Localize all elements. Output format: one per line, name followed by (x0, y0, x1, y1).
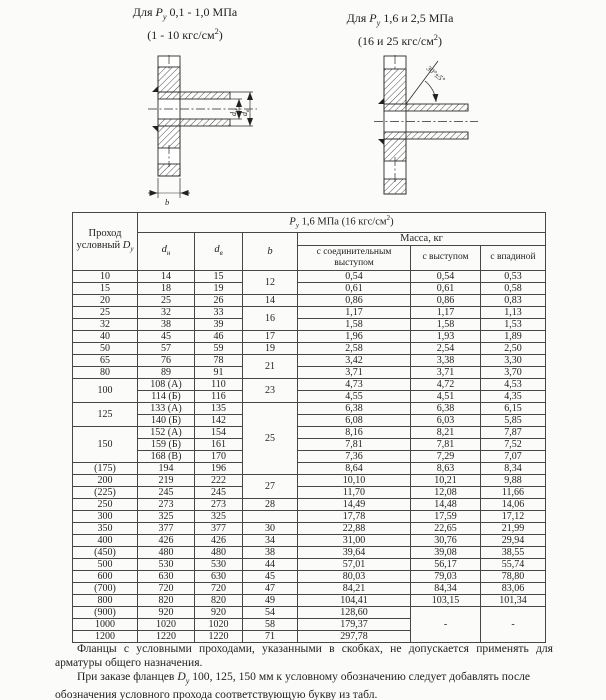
table-row (73, 390, 546, 402)
table-cell: 325 (138, 510, 195, 522)
table-cell: 32 (73, 318, 138, 330)
table-cell: 18 (138, 282, 195, 294)
table-cell: 22,88 (298, 522, 411, 534)
table-row (73, 294, 546, 306)
table-cell: 56,17 (411, 558, 481, 570)
table-cell: 168 (В) (138, 450, 195, 462)
table-cell: 3,71 (298, 366, 411, 378)
table-cell: 0,58 (481, 282, 546, 294)
table-cell: 800 (73, 594, 138, 606)
table-cell: 4,51 (411, 390, 481, 402)
figure-caption-low-pressure (90, 5, 280, 42)
table-cell: 23 (243, 378, 298, 402)
table-cell: 600 (73, 570, 138, 582)
dimension-label-d-inner: $d_в$ (240, 109, 251, 116)
table-cell: 79,03 (411, 570, 481, 582)
table-cell: 12 (243, 270, 298, 294)
table-cell: 2,58 (298, 342, 411, 354)
table-cell: (175) (73, 462, 138, 474)
table-cell: 3,71 (411, 366, 481, 378)
dimension-label-d-outer: $d_н$ (229, 109, 240, 116)
table-cell: 273 (138, 498, 195, 510)
table-cell: 28 (243, 498, 298, 510)
col-header-raised-face: с выступом (411, 245, 481, 270)
pipe-wall-bottom (158, 119, 230, 126)
flange-dimensions-table (72, 212, 546, 643)
table-row (73, 450, 546, 462)
table-cell: 9,88 (481, 474, 546, 486)
table-cell: 480 (138, 546, 195, 558)
table-cell: 46 (195, 330, 243, 342)
table-cell: 39,64 (298, 546, 411, 558)
table-cell: 6,38 (411, 402, 481, 414)
weld-seam (152, 126, 158, 132)
table-cell: 4,53 (481, 378, 546, 390)
table-cell: 101,34 (481, 594, 546, 606)
table-cell: 1,93 (411, 330, 481, 342)
table-cell: 245 (138, 486, 195, 498)
table-cell: 38 (138, 318, 195, 330)
table-cell: 4,72 (411, 378, 481, 390)
pressure-header: $P_у$ 1,6 МПа (16 кгс/$см^2$) (138, 213, 546, 233)
table-cell: 8,21 (411, 426, 481, 438)
table-cell: 1,53 (481, 318, 546, 330)
table-cell: 7,36 (298, 450, 411, 462)
table-cell: 45 (243, 570, 298, 582)
col-header-nominal-bore: Проход условный $D_у$ (73, 213, 138, 271)
table-cell: 161 (195, 438, 243, 450)
weld-seam (378, 98, 384, 104)
table-row (73, 570, 546, 582)
table-cell: 91 (195, 366, 243, 378)
col-header-d-inner: $d_в$ (195, 232, 243, 270)
table-cell: 38,55 (481, 546, 546, 558)
table-cell: 1020 (195, 618, 243, 630)
dimension-label-b: b (165, 197, 170, 207)
table-cell: (450) (73, 546, 138, 558)
table-cell: 19 (243, 342, 298, 354)
table-row (73, 342, 546, 354)
table-cell: 71 (243, 630, 298, 642)
table-cell: 57 (138, 342, 195, 354)
footnote-brackets: Фланцы с условными проходами, указанными в скобках, не допускается применять для арматуры общего назначения. (55, 642, 553, 669)
table-cell: 21,99 (481, 522, 546, 534)
weld-seam (152, 86, 158, 92)
table-cell: 0,61 (411, 282, 481, 294)
hatched-section (158, 126, 180, 148)
table-cell: 39 (195, 318, 243, 330)
table-cell: 31,00 (298, 534, 411, 546)
table-cell: 720 (195, 582, 243, 594)
table-cell: - (481, 606, 546, 642)
table-cell: 10,10 (298, 474, 411, 486)
table-cell: 7,52 (481, 438, 546, 450)
table-cell: 0,86 (298, 294, 411, 306)
table-cell: 297,78 (298, 630, 411, 642)
table-cell: 530 (195, 558, 243, 570)
table-cell: 170 (195, 450, 243, 462)
table-cell: 104,41 (298, 594, 411, 606)
table-row (73, 558, 546, 570)
table-cell: 17,12 (481, 510, 546, 522)
caption-line-1: Для $P_у$ 1,6 и 2,5 МПа (346, 11, 454, 28)
table-cell: 0,86 (411, 294, 481, 306)
table-cell (243, 510, 298, 522)
table-cell: 33 (195, 306, 243, 318)
table-row (73, 474, 546, 486)
table-cell: 15 (195, 270, 243, 282)
table-cell: 377 (138, 522, 195, 534)
table-cell: (900) (73, 606, 138, 618)
table-cell: 83,06 (481, 582, 546, 594)
pipe-wall-bottom (384, 132, 468, 139)
table-cell: 14,49 (298, 498, 411, 510)
table-cell: 6,03 (411, 414, 481, 426)
table-cell: 78,80 (481, 570, 546, 582)
table-cell: 108 (А) (138, 378, 195, 390)
table-cell: 20 (73, 294, 138, 306)
table-cell: 25 (138, 294, 195, 306)
table-row (73, 378, 546, 390)
table-row (73, 486, 546, 498)
table-cell: 11,70 (298, 486, 411, 498)
table-cell: 154 (195, 426, 243, 438)
table-cell: 1220 (138, 630, 195, 642)
table-cell: 38 (243, 546, 298, 558)
table-cell: 14,48 (411, 498, 481, 510)
table-cell: (700) (73, 582, 138, 594)
table-row (73, 438, 546, 450)
table-row (73, 330, 546, 342)
table-cell: 50 (73, 342, 138, 354)
table-cell: 39,08 (411, 546, 481, 558)
table-cell: 29,94 (481, 534, 546, 546)
table-row (73, 594, 546, 606)
table-cell: 80 (73, 366, 138, 378)
table-row (73, 522, 546, 534)
table-cell: 152 (А) (138, 426, 195, 438)
table-cell: 1,17 (298, 306, 411, 318)
table-cell: 25 (73, 306, 138, 318)
table-cell: 45 (138, 330, 195, 342)
table-cell: 3,30 (481, 354, 546, 366)
table-cell: 16 (243, 306, 298, 330)
table-row (73, 318, 546, 330)
table-cell: 300 (73, 510, 138, 522)
table-cell: 630 (195, 570, 243, 582)
table-cell: 5,85 (481, 414, 546, 426)
table-cell: 2,50 (481, 342, 546, 354)
table-cell: 400 (73, 534, 138, 546)
table-cell: 8,64 (298, 462, 411, 474)
table-cell: 30 (243, 522, 298, 534)
table-cell: 32 (138, 306, 195, 318)
weld-seam (378, 139, 384, 145)
table-cell: 40 (73, 330, 138, 342)
table-cell: 25 (243, 402, 298, 474)
table-cell: 135 (195, 402, 243, 414)
table-cell: 30,76 (411, 534, 481, 546)
hatched-section (384, 69, 406, 104)
table-cell: 80,03 (298, 570, 411, 582)
table-cell: 8,34 (481, 462, 546, 474)
table-cell: 4,55 (298, 390, 411, 402)
table-cell: 14 (243, 294, 298, 306)
pipe-wall-top (158, 92, 230, 99)
table-cell: 194 (138, 462, 195, 474)
table-row (73, 270, 546, 282)
table-cell: 6,38 (298, 402, 411, 414)
table-cell: 350 (73, 522, 138, 534)
table-cell: 57,01 (298, 558, 411, 570)
caption-line-2: (1 - 10 кгс/$см^2$) (147, 26, 223, 42)
hatched-section (158, 67, 180, 92)
table-row (73, 606, 546, 618)
table-cell: 720 (138, 582, 195, 594)
table-cell: 179,37 (298, 618, 411, 630)
table-cell: 3,42 (298, 354, 411, 366)
table-row (73, 426, 546, 438)
table-cell: 4,73 (298, 378, 411, 390)
angle-arc (425, 81, 436, 102)
table-cell: 159 (Б) (138, 438, 195, 450)
table-cell: 8,63 (411, 462, 481, 474)
table-cell: 100 (73, 378, 138, 402)
table-cell: 7,81 (411, 438, 481, 450)
table-cell: 54 (243, 606, 298, 618)
table-cell: - (411, 606, 481, 642)
table-row (73, 306, 546, 318)
table-cell: 21 (243, 354, 298, 378)
table-cell: 377 (195, 522, 243, 534)
table-cell: 1220 (195, 630, 243, 642)
table-row (73, 282, 546, 294)
table-cell: 222 (195, 474, 243, 486)
pipe-wall-top (384, 104, 468, 111)
table-cell: 530 (138, 558, 195, 570)
footnotes (55, 642, 553, 700)
table-row (73, 546, 546, 558)
table-cell: 59 (195, 342, 243, 354)
table-row (73, 582, 546, 594)
table-cell: 26 (195, 294, 243, 306)
table-cell: 3,70 (481, 366, 546, 378)
table-cell: 2,54 (411, 342, 481, 354)
table-cell: 84,21 (298, 582, 411, 594)
table-cell: 820 (195, 594, 243, 606)
table-cell: 1,13 (481, 306, 546, 318)
table-cell: 6,08 (298, 414, 411, 426)
table-cell: 325 (195, 510, 243, 522)
table-row (73, 354, 546, 366)
caption-line-2: (16 и 25 кгс/$см^2$) (358, 32, 442, 48)
table-cell: 128,60 (298, 606, 411, 618)
table-cell: 1000 (73, 618, 138, 630)
table-cell: 500 (73, 558, 138, 570)
table-cell: 19 (195, 282, 243, 294)
table-cell: 4,35 (481, 390, 546, 402)
col-header-thickness-b: b (243, 232, 298, 270)
table-cell: 1,96 (298, 330, 411, 342)
table-cell: 1020 (138, 618, 195, 630)
mass-header: Масса, кг (298, 232, 546, 245)
table-cell: 630 (138, 570, 195, 582)
footnote-ordering: При заказе фланцев $D_у$ 100, 125, 150 мм к условному обозначению следует добавлять после обозначения условного прохода соответствующую букву из табл. (55, 669, 531, 700)
table-cell: 1200 (73, 630, 138, 642)
table-cell: 110 (195, 378, 243, 390)
table-cell: 0,53 (481, 270, 546, 282)
table-cell: 0,54 (411, 270, 481, 282)
table-cell: 125 (73, 402, 138, 426)
table-cell: 10 (73, 270, 138, 282)
table-cell: 27 (243, 474, 298, 498)
table-cell: 65 (73, 354, 138, 366)
table-cell: 920 (138, 606, 195, 618)
table-cell: 17,59 (411, 510, 481, 522)
table-cell: 142 (195, 414, 243, 426)
table-cell: 12,08 (411, 486, 481, 498)
table-cell: 7,81 (298, 438, 411, 450)
table-cell: 140 (Б) (138, 414, 195, 426)
table-cell: 22,65 (411, 522, 481, 534)
figure-caption-high-pressure (305, 11, 495, 48)
table-cell: (225) (73, 486, 138, 498)
table-cell: 76 (138, 354, 195, 366)
table-cell: 10,21 (411, 474, 481, 486)
table-cell: 34 (243, 534, 298, 546)
table-cell: 480 (195, 546, 243, 558)
table-cell: 8,16 (298, 426, 411, 438)
table-cell: 426 (195, 534, 243, 546)
table-cell: 58 (243, 618, 298, 630)
table-row (73, 510, 546, 522)
col-header-d-outer: $d_н$ (138, 232, 195, 270)
table-cell: 84,34 (411, 582, 481, 594)
table-cell: 7,29 (411, 450, 481, 462)
table-cell: 150 (73, 426, 138, 462)
caption-line-1: Для $P_у$ 0,1 - 1,0 МПа (132, 5, 238, 22)
table-cell: 14 (138, 270, 195, 282)
table-cell: 196 (195, 462, 243, 474)
table-cell: 3,38 (411, 354, 481, 366)
table-cell: 17 (243, 330, 298, 342)
table-cell: 7,07 (481, 450, 546, 462)
table-cell: 11,66 (481, 486, 546, 498)
flange-section-drawing-high-pressure (374, 55, 486, 207)
table-cell: 1,17 (411, 306, 481, 318)
table-cell: 219 (138, 474, 195, 486)
table-row (73, 414, 546, 426)
table-body (73, 270, 546, 642)
table-cell: 47 (243, 582, 298, 594)
col-header-recessed-face: с впадиной (481, 245, 546, 270)
table-cell: 273 (195, 498, 243, 510)
table-cell: 133 (А) (138, 402, 195, 414)
table-cell: 89 (138, 366, 195, 378)
table-cell: 116 (195, 390, 243, 402)
table-cell: 6,15 (481, 402, 546, 414)
table-cell: 200 (73, 474, 138, 486)
table-row (73, 462, 546, 474)
table-cell: 920 (195, 606, 243, 618)
table-cell: 0,61 (298, 282, 411, 294)
table-cell: 44 (243, 558, 298, 570)
table-cell: 103,15 (411, 594, 481, 606)
table-cell: 245 (195, 486, 243, 498)
flange-section-drawing-low-pressure (146, 55, 260, 207)
table-cell: 1,58 (411, 318, 481, 330)
table-cell: 0,83 (481, 294, 546, 306)
angle-label: 30°±5° (424, 63, 447, 85)
table-cell: 55,74 (481, 558, 546, 570)
table-cell: 49 (243, 594, 298, 606)
table-row (73, 498, 546, 510)
table-cell: 250 (73, 498, 138, 510)
table-cell: 14,06 (481, 498, 546, 510)
col-header-connecting-face: с соединительным выступом (298, 245, 411, 270)
table-row (73, 534, 546, 546)
table-cell: 78 (195, 354, 243, 366)
table-cell: 820 (138, 594, 195, 606)
table-cell: 17,78 (298, 510, 411, 522)
table-cell: 114 (Б) (138, 390, 195, 402)
table-cell: 1,89 (481, 330, 546, 342)
table-cell: 15 (73, 282, 138, 294)
table-row (73, 402, 546, 414)
table-cell: 7,87 (481, 426, 546, 438)
table-cell: 1,58 (298, 318, 411, 330)
table-cell: 0,54 (298, 270, 411, 282)
table-cell: 426 (138, 534, 195, 546)
table-row (73, 366, 546, 378)
